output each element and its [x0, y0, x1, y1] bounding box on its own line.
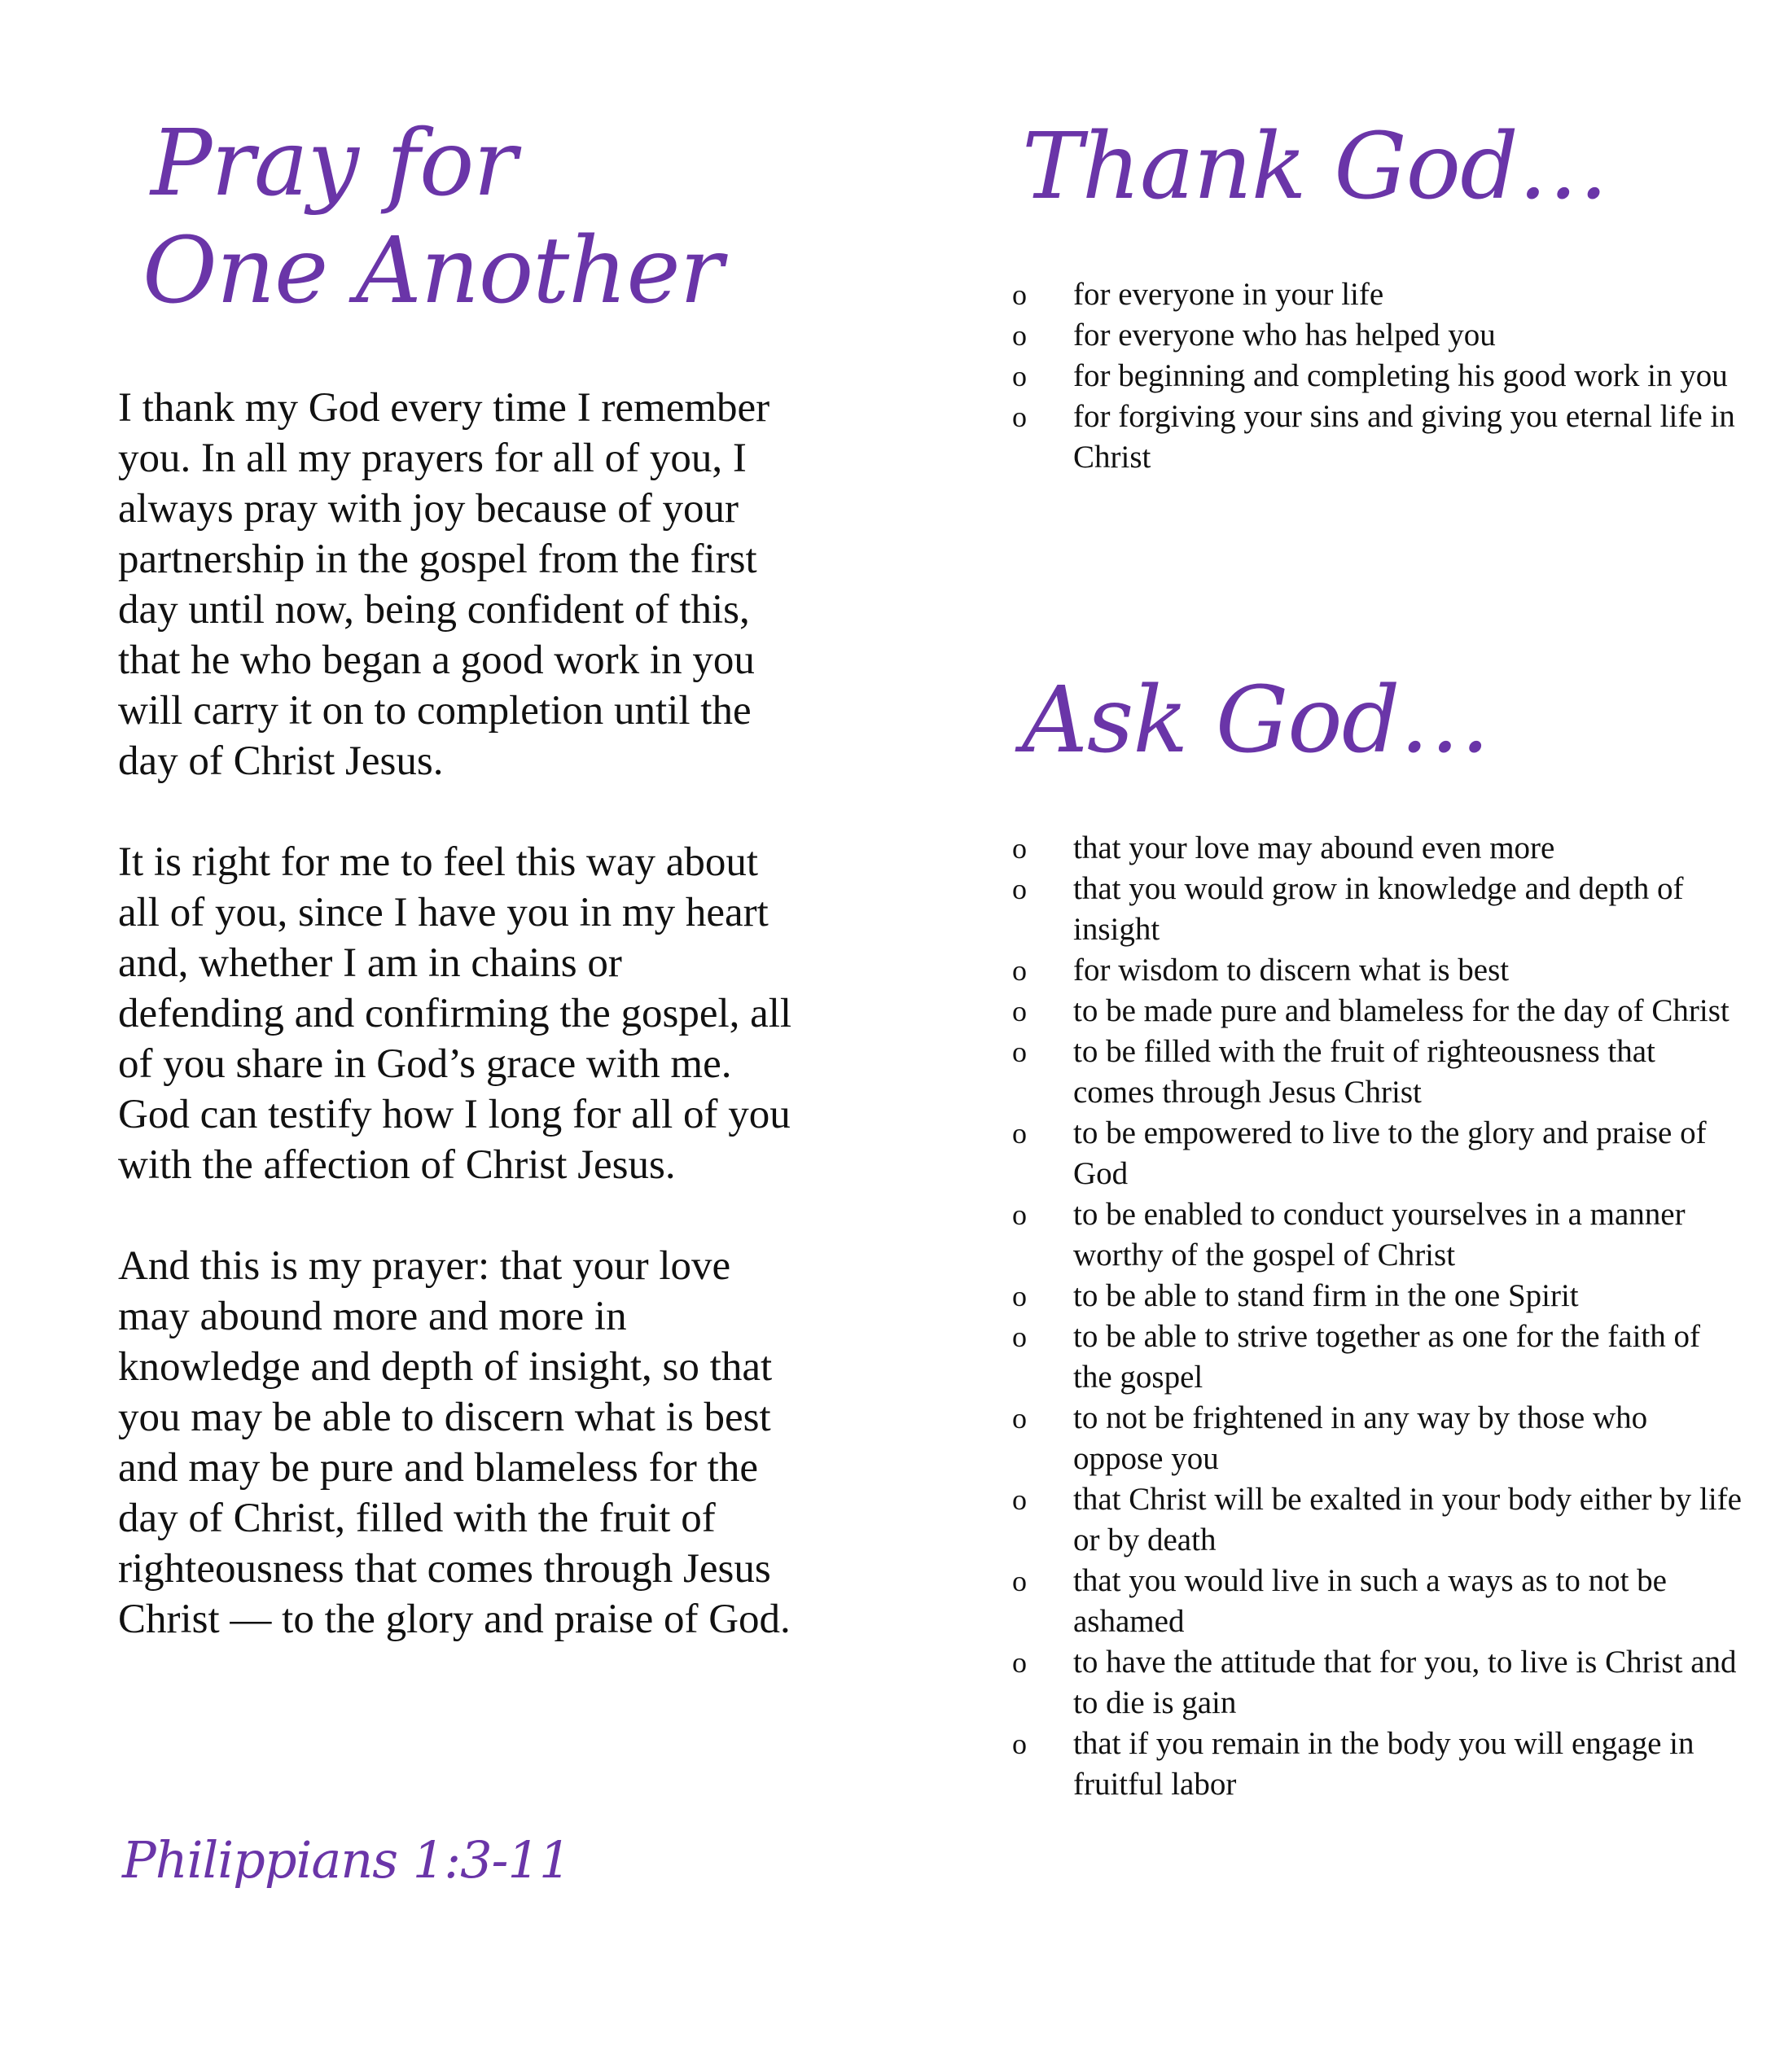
list-item-text: for everyone in your life	[1073, 277, 1384, 312]
bullet-glyph: o	[1012, 1646, 1027, 1679]
list-item	[1010, 1479, 1743, 1561]
list-item	[1010, 1276, 1743, 1316]
bullet-glyph: o	[1012, 1402, 1027, 1435]
list-item	[1010, 991, 1743, 1032]
list-item	[1010, 315, 1743, 356]
list-item-text: to be enabled to conduct yourselves in a manner worthy of the gospel of Christ	[1073, 1197, 1686, 1273]
bullet-glyph: o	[1012, 1117, 1027, 1150]
list-item	[1010, 1642, 1743, 1724]
scripture-reference: Philippians 1:3-11	[122, 1830, 571, 1890]
bullet-glyph: o	[1012, 832, 1027, 865]
list-item-text: to be filled with the fruit of righteousness that comes through Jesus Christ	[1073, 1034, 1655, 1110]
list-item-text: for forgiving your sins and giving you eternal life in Christ	[1073, 399, 1735, 475]
list-item-text: for wisdom to discern what is best	[1073, 953, 1510, 988]
list-item	[1010, 1316, 1743, 1398]
bullet-glyph: o	[1012, 1483, 1027, 1516]
list-item-text: to have the attitude that for you, to live is Christ and to die is gain	[1073, 1645, 1737, 1720]
title-line-1: Pray for	[151, 111, 516, 217]
list-item-text: that if you remain in the body you will engage in fruitful labor	[1073, 1726, 1695, 1802]
bullet-glyph: o	[1012, 1280, 1027, 1312]
list-item	[1010, 274, 1743, 315]
list-item-text: to be made pure and blameless for the day of Christ	[1073, 993, 1730, 1028]
bullet-glyph: o	[1012, 401, 1027, 433]
bullet-glyph: o	[1012, 1198, 1027, 1231]
thank-god-list	[1010, 274, 1743, 478]
list-item	[1010, 1724, 1743, 1805]
list-item-text: that you would grow in knowledge and depth of insight	[1073, 871, 1684, 947]
ask-god-list	[1010, 828, 1743, 1805]
bullet-glyph: o	[1012, 954, 1027, 987]
scripture-paragraph-3: And this is my prayer: that your love may abound more and more in knowledge and depth of insight, so that you may be able to discern what is best and may be pure and blameless for the day of Christ, filled with the fruit of righteousness that comes through Jesus Christ — to the glory and praise of God.	[118, 1243, 791, 1642]
title-line-2: One Another	[142, 218, 723, 324]
bullet-glyph: o	[1012, 873, 1027, 905]
bullet-glyph: o	[1012, 1728, 1027, 1760]
list-item	[1010, 828, 1743, 869]
list-item-text: to be able to strive together as one for the faith of the gospel	[1073, 1319, 1700, 1395]
bullet-glyph: o	[1012, 1036, 1027, 1068]
list-item	[1010, 1194, 1743, 1276]
bullet-glyph: o	[1012, 278, 1027, 311]
list-item	[1010, 1113, 1743, 1194]
thank-god-heading: Thank God…	[1022, 114, 1608, 220]
bullet-glyph: o	[1012, 360, 1027, 392]
list-item	[1010, 1032, 1743, 1113]
scripture-text	[118, 383, 794, 1695]
list-item-text: that you would live in such a ways as to not be ashamed	[1073, 1563, 1667, 1639]
scripture-paragraph-2: It is right for me to feel this way about all of you, since I have you in my heart and, whether I am in chains or defending and confirming the gospel, all of you share in God’s grace with me. God can testify how I long for all of you with the affection of Christ Jesus.	[118, 839, 792, 1188]
list-item-text: that Christ will be exalted in your body either by life or by death	[1073, 1482, 1742, 1557]
list-item	[1010, 396, 1743, 478]
bullet-glyph: o	[1012, 1565, 1027, 1597]
list-item-text: to not be frightened in any way by those who oppose you	[1073, 1400, 1648, 1476]
list-item	[1010, 1561, 1743, 1642]
list-item	[1010, 1398, 1743, 1479]
ask-god-heading: Ask God…	[1022, 668, 1490, 773]
scripture-paragraph-1: I thank my God every time I remember you. In all my prayers for all of you, I always pray with joy because of your partnership in the gospel from the first day until now, being confident of this, that he who began a good work in you will carry it on to completion until the day of Christ Jesus.	[118, 385, 770, 784]
list-item-text: for everyone who has helped you	[1073, 318, 1496, 353]
list-item-text: to be empowered to live to the glory and praise of God	[1073, 1115, 1707, 1191]
list-item-text: to be able to stand firm in the one Spirit	[1073, 1278, 1579, 1313]
list-item	[1010, 869, 1743, 950]
bullet-glyph: o	[1012, 1321, 1027, 1353]
list-item	[1010, 356, 1743, 396]
list-item-text: that your love may abound even more	[1073, 830, 1555, 865]
bullet-glyph: o	[1012, 319, 1027, 352]
list-item-text: for beginning and completing his good work in you	[1073, 358, 1728, 393]
bullet-glyph: o	[1012, 995, 1027, 1027]
list-item	[1010, 950, 1743, 991]
page-title	[142, 110, 802, 325]
